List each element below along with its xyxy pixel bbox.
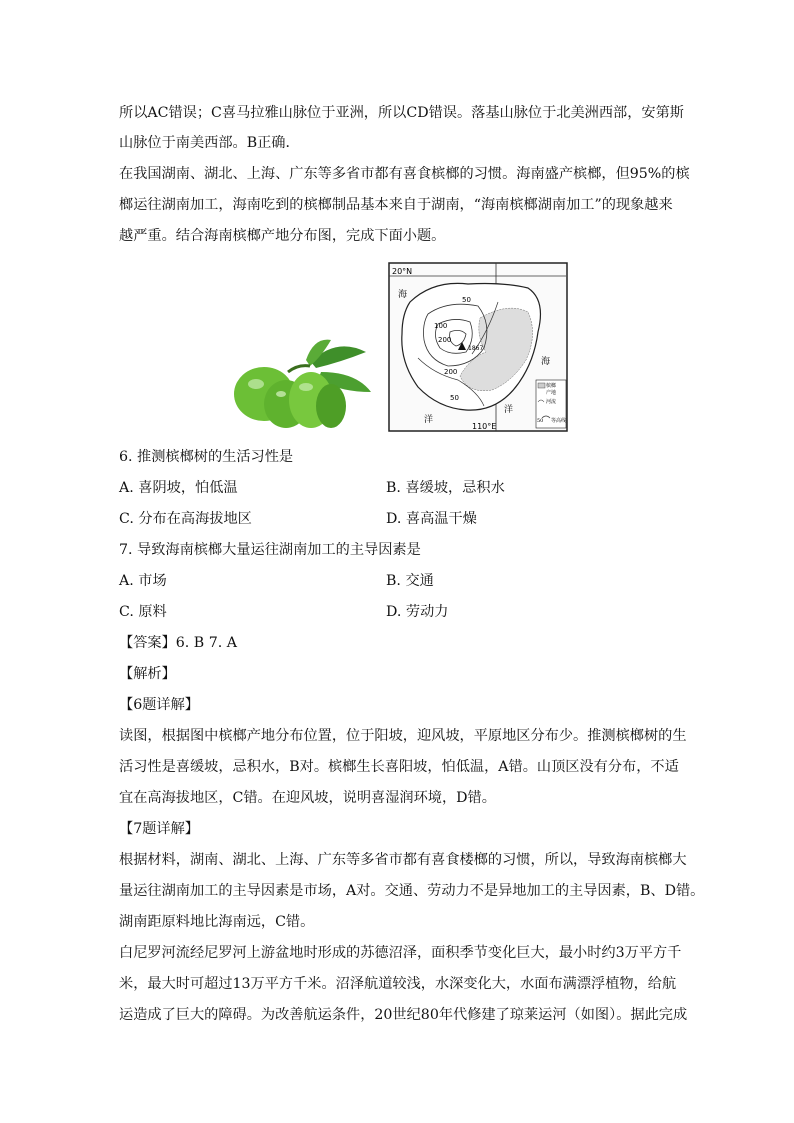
contour-label: 50 [462, 296, 471, 304]
option-d: D. 劳动力 [386, 604, 449, 620]
contour-label: 50 [450, 394, 459, 402]
text-line: 根据材料，湖南、湖北、上海、广东等多省市都有喜食楼榔的习惯，所以，导致海南槟榔大 [119, 852, 687, 868]
answer-line: 【答案】6. B 7. A [119, 635, 238, 651]
legend-label: 等高线 [551, 418, 567, 424]
text-line: 宜在高海拔地区，C错。在迎风坡，说明喜湿润环境，D错。 [119, 790, 496, 806]
sea-label: 海 [541, 357, 551, 367]
legend-label: 产地 [546, 390, 557, 396]
figure [226, 262, 571, 434]
question-stem: 7. 导致海南槟榔大量运往湖南加工的主导因素是 [119, 542, 421, 558]
option-c: C. 分布在高海拔地区 [119, 511, 252, 527]
contour-label: 200 [444, 368, 458, 376]
text-line: 湖南距原料地比海南远，C错。 [119, 914, 315, 930]
section-heading: 【6题详解】 [119, 697, 199, 713]
text-line: 白尼罗河流经尼罗河上游盆地时形成的苏德沼泽，面积季节变化巨大，最小时约3万平方千 [119, 945, 682, 961]
text-line: 读图，根据图中槟榔产地分布位置，位于阳坡，迎风坡，平原地区分布少。推测槟榔树的生 [119, 728, 687, 744]
text-line: 运造成了巨大的障碍。为改善航运条件，20世纪80年代修建了琼莱运河（如图）。据此完成 [119, 1007, 688, 1023]
peak-label: 1867 [468, 345, 484, 352]
sea-label: 海 [398, 290, 408, 300]
option-d: D. 喜高温干燥 [386, 511, 477, 527]
analysis-heading: 【解析】 [119, 666, 176, 682]
option-b: B. 喜缓坡，忌积水 [386, 480, 505, 496]
ocean-label: 洋 [424, 415, 434, 425]
hainan-betel-map [388, 262, 568, 432]
map-legend [536, 380, 566, 428]
text-line: 活习性是喜缓坡，忌积水，B对。槟榔生长喜阳坡，怕低温，A错。山顶区没有分布，不适 [119, 759, 679, 775]
option-b: B. 交通 [386, 573, 434, 589]
text-line: 越严重。结合海南槟榔产地分布图，完成下面小题。 [119, 228, 446, 244]
text-line: 量运往湖南加工的主导因素是市场，A对。交通、劳动力不是异地加工的主导因素，B、D错。 [119, 883, 705, 899]
contour-label: 100 [434, 322, 448, 330]
option-c: C. 原料 [119, 604, 167, 620]
legend-label: 槟榔 [546, 383, 557, 389]
betel-nut-image [226, 332, 376, 432]
contour-label: 200 [438, 336, 452, 344]
text-line: 米，最大时可超过13万平方千米。沼泽航道较浅，水深变化大，水面布满漂浮植物，给航 [119, 976, 677, 992]
betel-legend-swatch [538, 383, 545, 388]
text-line: 所以AC错误；C喜马拉雅山脉位于亚洲，所以CD错误。落基山脉位于北美洲西部，安第斯 [119, 105, 684, 121]
option-a: A. 喜阴坡，怕低温 [119, 480, 238, 496]
text-line: 山脉位于南美西部。B正确． [119, 135, 300, 151]
legend-label: 50 [537, 418, 544, 424]
legend-label: 河流 [546, 399, 557, 405]
text-line: 在我国湖南、湖北、上海、广东等多省市都有喜食槟榔的习惯。海南盛产槟榔，但95%的槟 [119, 166, 690, 182]
option-a: A. 市场 [119, 573, 167, 589]
ocean-label: 洋 [504, 405, 514, 415]
question-stem: 6. 推测槟榔树的生活习性是 [119, 449, 294, 465]
lon-label: 110°E [472, 422, 497, 431]
text-line: 榔运往湖南加工，海南吃到的槟榔制品基本来自于湖南，“海南槟榔湖南加工”的现象越来 [119, 197, 673, 213]
section-heading: 【7题详解】 [119, 821, 199, 837]
lat-label: 20°N [392, 267, 413, 276]
